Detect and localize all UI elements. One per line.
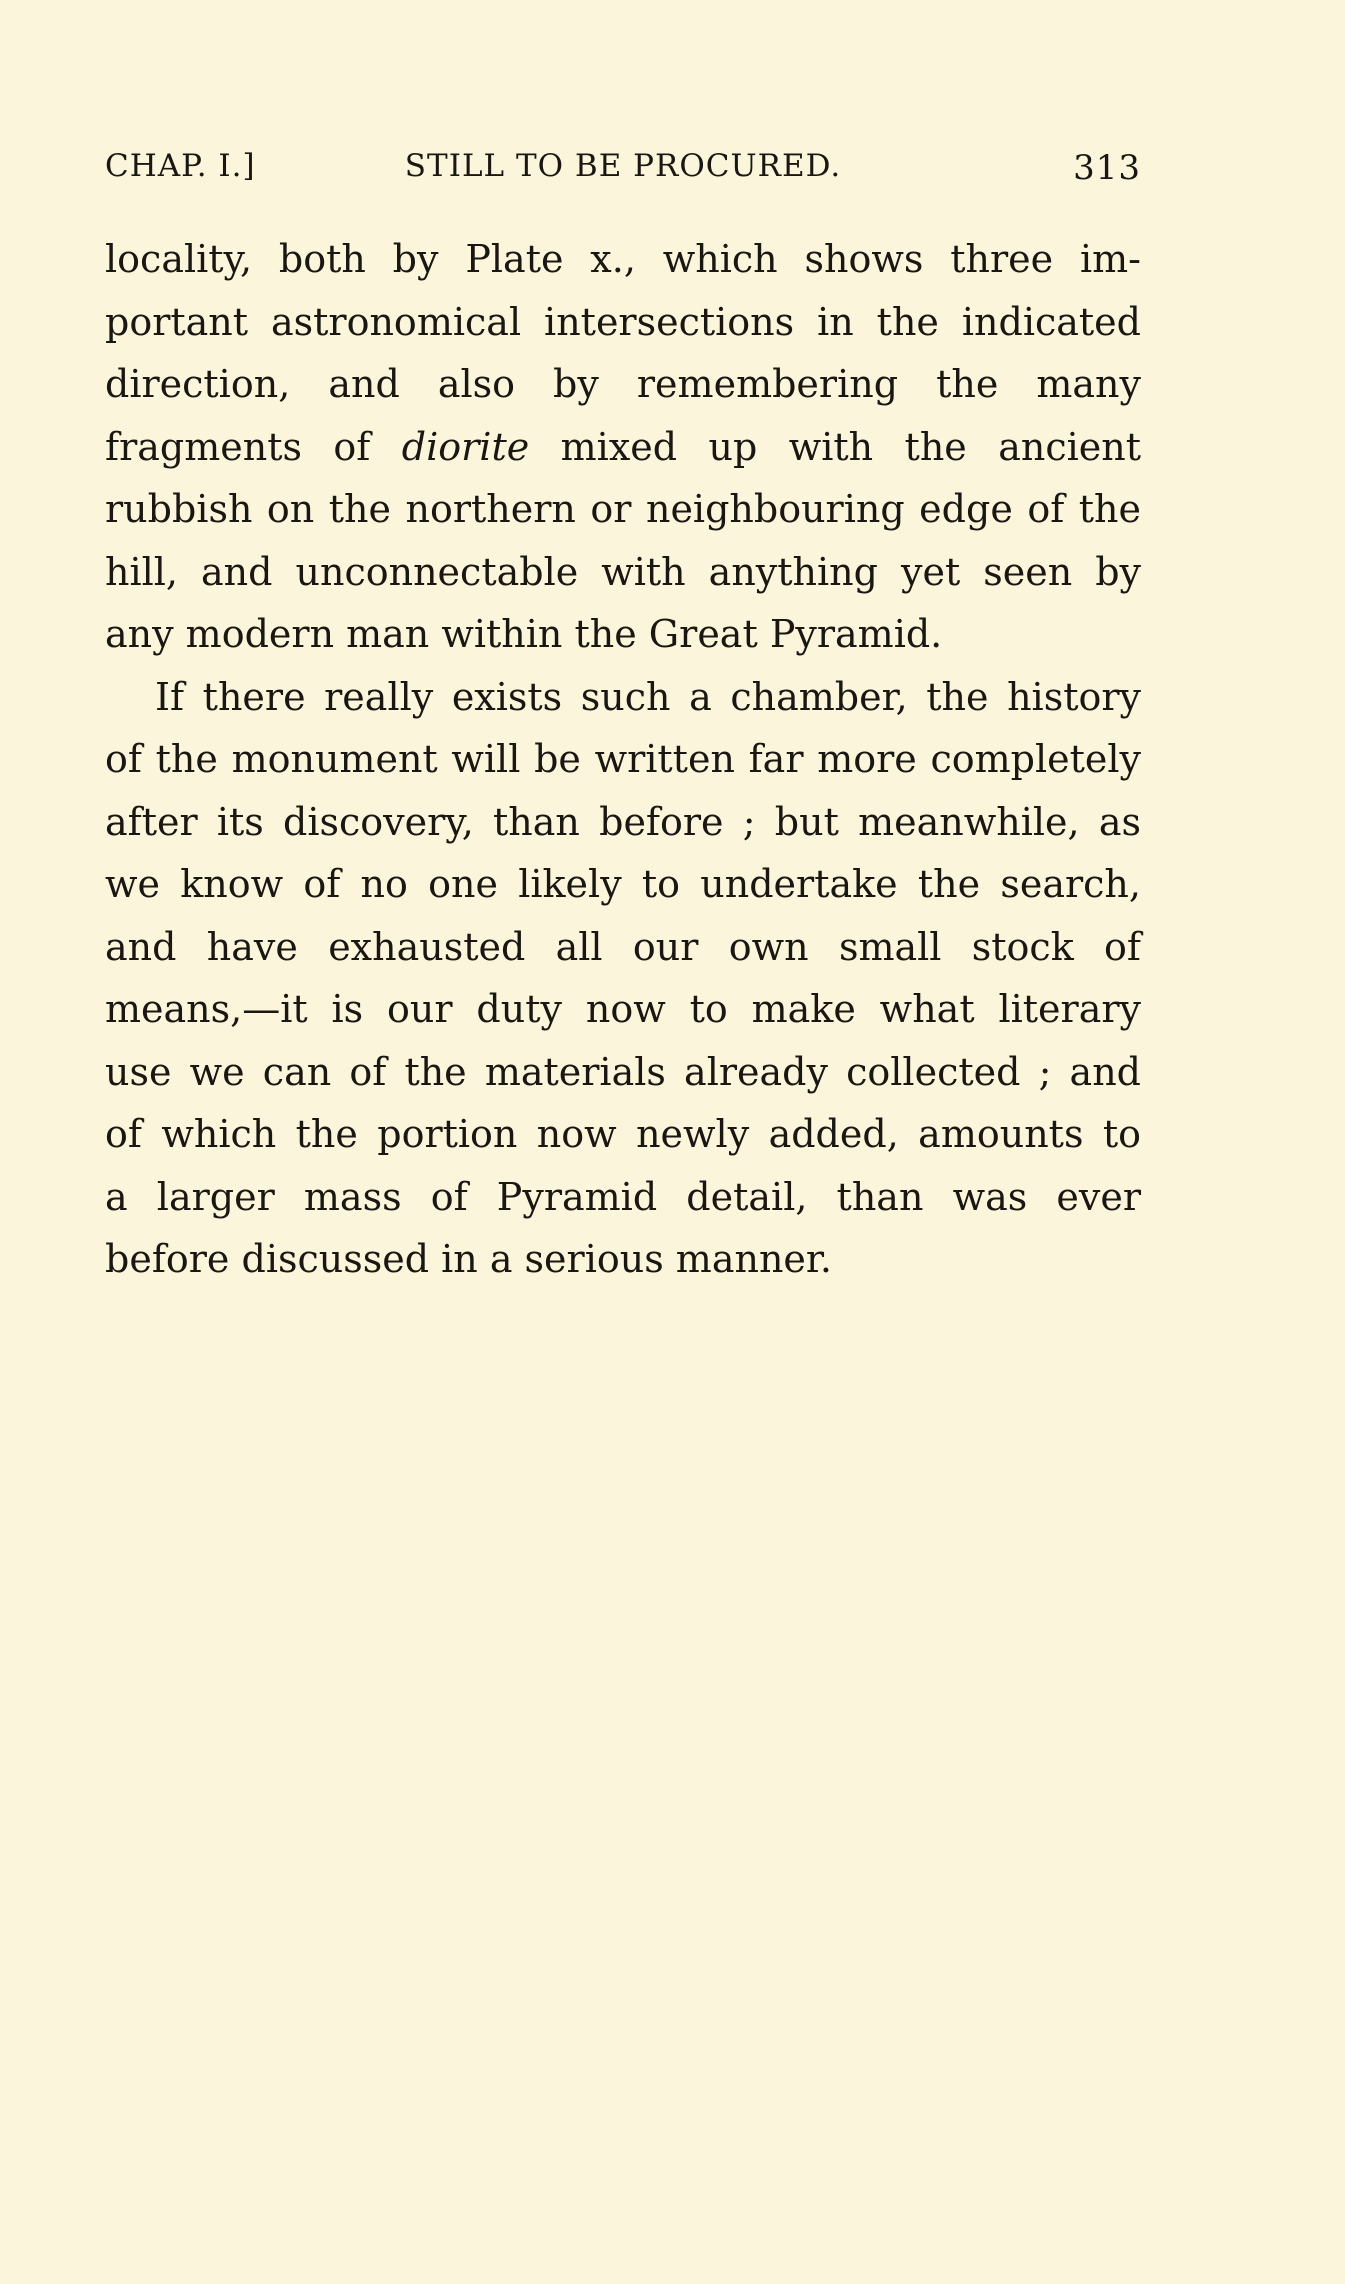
text-line: direction, and also by remembering the many bbox=[105, 362, 1141, 406]
text-line: means,—it is our duty now to make what literary bbox=[105, 987, 1141, 1031]
text-line: If there really exists such a chamber, the history bbox=[155, 674, 1141, 719]
text-line: locality, both by Plate x., which shows three im- bbox=[105, 237, 1141, 281]
text-run: mixed up with the ancient bbox=[529, 424, 1141, 469]
italic-term: diorite bbox=[401, 424, 530, 469]
text-line: hill, and unconnectable with anything yet seen by bbox=[105, 549, 1141, 594]
text-line: we know of no one likely to undertake the search, bbox=[105, 862, 1141, 906]
text-line: and have exhausted all our own small stock of bbox=[105, 924, 1141, 969]
text-line: a larger mass of Pyramid detail, than was ever bbox=[105, 1174, 1141, 1219]
page-number: 313 bbox=[1073, 148, 1141, 188]
text-run: fragments of bbox=[105, 424, 402, 469]
text-line: before discussed in a serious manner. bbox=[105, 1237, 832, 1281]
text-line: use we can of the materials already collected ; and bbox=[105, 1049, 1141, 1094]
body-text bbox=[105, 228, 1141, 1291]
running-title: STILL TO BE PROCURED. bbox=[404, 148, 842, 184]
text-line: of the monument will be written far more completely bbox=[105, 737, 1141, 781]
text-line: after its discovery, than before ; but meanwhile, as bbox=[105, 799, 1141, 844]
text-line: of which the portion now newly added, amounts to bbox=[105, 1112, 1141, 1156]
running-head bbox=[105, 148, 1141, 188]
text-line bbox=[105, 416, 1141, 479]
text-line: any modern man within the Great Pyramid. bbox=[105, 612, 943, 656]
chapter-label: CHAP. I.] bbox=[105, 148, 256, 184]
text-line: rubbish on the northern or neighbouring edge of the bbox=[105, 487, 1141, 531]
text-line: portant astronomical intersections in the indicated bbox=[105, 299, 1141, 344]
